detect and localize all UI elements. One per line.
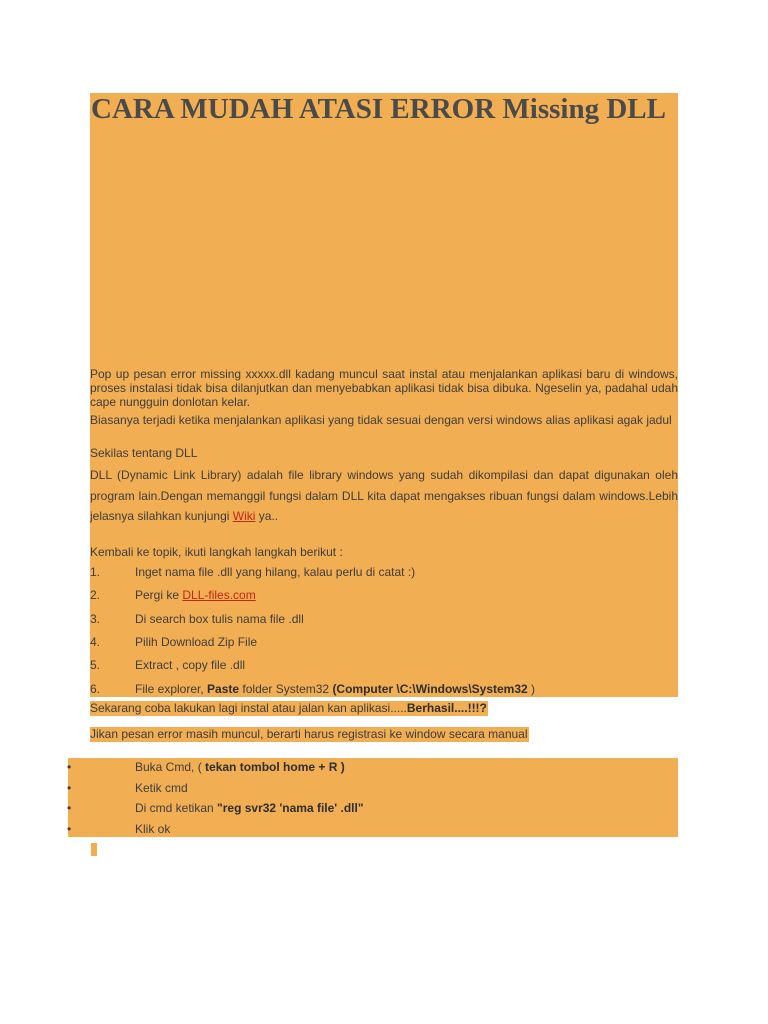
list-item-text: Klik ok (135, 822, 171, 836)
page-title: CARA MUDAH ATASI ERROR Missing DLL (91, 93, 666, 125)
result-bold: Berhasil....!!!? (406, 701, 487, 715)
step-text: Pilih Download Zip File (135, 635, 258, 649)
bullet-icon: • (67, 822, 72, 836)
wiki-link[interactable]: Wiki (232, 509, 256, 523)
bullet-list (68, 758, 678, 837)
step-number: 6. (90, 682, 101, 696)
text-cursor-marker (91, 843, 97, 856)
step-text (135, 682, 535, 696)
bullet-icon: • (67, 781, 72, 795)
manual-registration-line: Jikan pesan error masih muncul, berarti harus registrasi ke window secara manual (90, 727, 528, 741)
step-text: Di search box tulis nama file .dll (135, 612, 304, 626)
step-number: 3. (90, 612, 101, 626)
intro-paragraph-steps: Kembali ke topik, ikuti langkah langkah berikut : (90, 545, 343, 559)
intro-paragraph-2: Biasanya terjadi ketika menjalankan aplikasi yang tidak sesuai dengan versi windows alias aplikasi agak jadul (90, 413, 672, 427)
step-number: 4. (90, 635, 101, 649)
step-text: Extract , copy file .dll (135, 658, 246, 672)
list-item-plain: Buka Cmd, ( (135, 760, 206, 774)
step-bold-paste: Paste (207, 682, 240, 696)
step-text-prefix: File explorer, (135, 682, 208, 696)
list-item-bold: tekan tombol home + R ) (205, 760, 345, 774)
step-number: 5. (90, 658, 101, 672)
intro-heading-dll: Sekilas tentang DLL (90, 446, 198, 460)
article-block (90, 93, 678, 697)
step-text-tail: ) (527, 682, 536, 696)
bullet-icon: • (67, 760, 72, 774)
step-number: 2. (90, 588, 101, 602)
result-text: Sekarang coba lakukan lagi instal atau jalan kan aplikasi..... (90, 701, 407, 715)
step-text-mid: folder System32 (239, 682, 333, 696)
step-number: 1. (90, 565, 101, 579)
list-item-text (135, 801, 364, 815)
dll-files-link[interactable]: DLL-files.com (182, 588, 256, 602)
step-bold-path: (Computer \C:\Windows\System32 (332, 682, 528, 696)
step-text (135, 588, 256, 602)
bullet-icon: • (67, 801, 72, 815)
list-item-text: Ketik cmd (135, 781, 188, 795)
dll-description-text: DLL (Dynamic Link Library) adalah file library windows yang sudah dikompilasi dan dapat digunakan oleh program lain.Dengan memanggil fungsi dalam DLL kita dapat mengakses ribuan fungsi dalam windows.Lebih jelasnya silahkan kunjungi (90, 468, 678, 523)
intro-paragraph-dll (90, 465, 678, 527)
step-text: Inget nama file .dll yang hilang, kalau perlu di catat :) (135, 565, 416, 579)
result-line (90, 701, 488, 716)
list-item-bold: "reg svr32 'nama file' .dll" (217, 801, 364, 815)
intro-paragraph-1: Pop up pesan error missing xxxxx.dll kadang muncul saat instal atau menjalankan aplikasi baru di windows, proses instalasi tidak bisa dilanjutkan dan menyebabkan aplikasi tidak bisa dibuka. Ngeselin ya, padahal udah cape nungguin donlotan kelar. (90, 367, 678, 409)
list-item-text (135, 760, 345, 774)
dll-description-tail: ya.. (255, 509, 279, 523)
step-text-prefix: Pergi ke (135, 588, 183, 602)
list-item-plain: Di cmd ketikan (135, 801, 218, 815)
